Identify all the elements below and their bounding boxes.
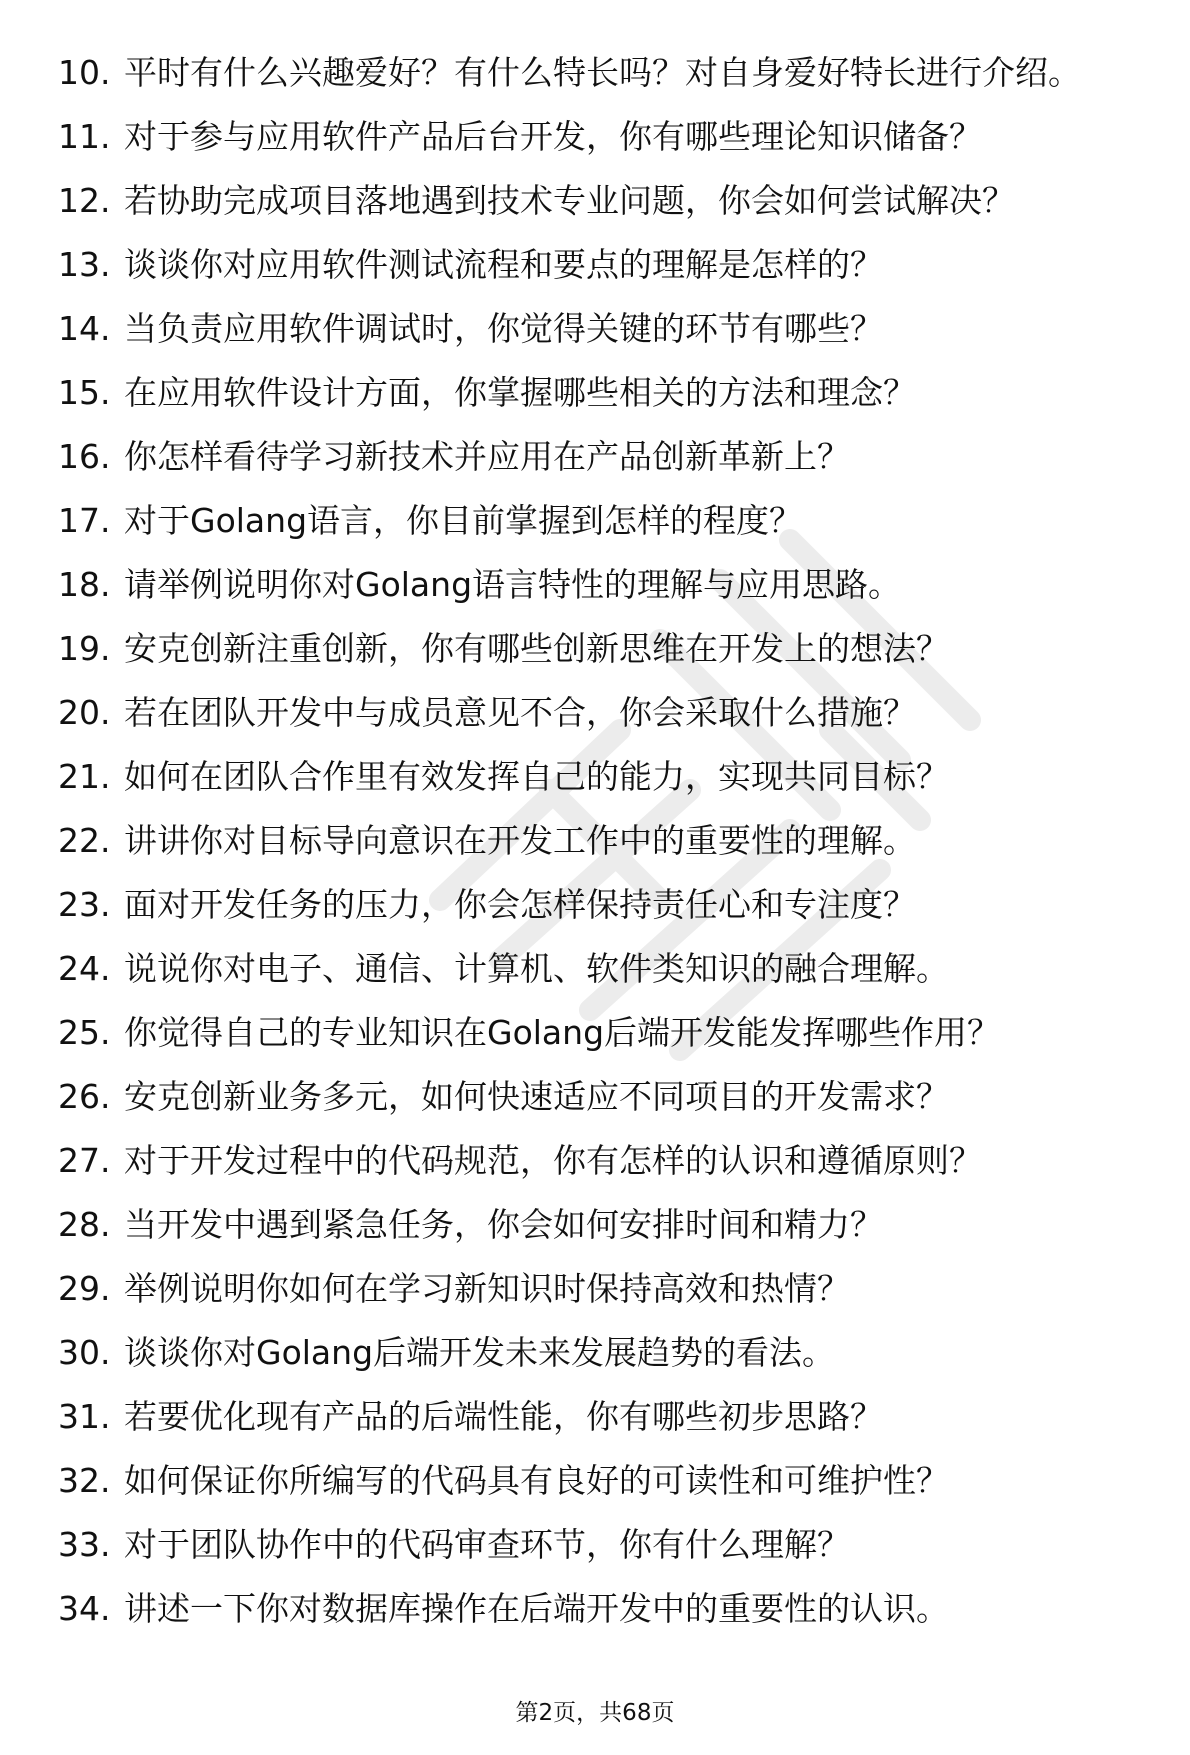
- question-number: 13.: [58, 245, 111, 284]
- question-text: 面对开发任务的压力，你会怎样保持责任心和专注度？: [124, 885, 916, 924]
- question-number: 33.: [58, 1525, 111, 1564]
- question-text: 讲述一下你对数据库操作在后端开发中的重要性的认识。: [124, 1589, 949, 1628]
- question-number: 15.: [58, 373, 111, 412]
- question-item: [0, 820, 1190, 862]
- question-number: 23.: [58, 885, 111, 924]
- question-list: [0, 52, 1190, 1652]
- question-item: [0, 628, 1190, 670]
- question-number: 27.: [58, 1141, 111, 1180]
- question-number: 24.: [58, 949, 111, 988]
- question-number: 29.: [58, 1269, 111, 1308]
- question-item: [0, 436, 1190, 478]
- question-item: [0, 1268, 1190, 1310]
- question-text: 如何保证你所编写的代码具有良好的可读性和可维护性？: [124, 1461, 949, 1500]
- question-number: 18.: [58, 565, 111, 604]
- question-text: 对于参与应用软件产品后台开发，你有哪些理论知识储备？: [124, 117, 982, 156]
- question-number: 10.: [58, 53, 111, 92]
- question-number: 17.: [58, 501, 111, 540]
- question-text: 说说你对电子、通信、计算机、软件类知识的融合理解。: [124, 949, 949, 988]
- question-text: 谈谈你对Golang后端开发未来发展趋势的看法。: [124, 1333, 836, 1372]
- question-number: 14.: [58, 309, 111, 348]
- question-text: 你怎样看待学习新技术并应用在产品创新革新上？: [124, 437, 850, 476]
- question-item: [0, 1396, 1190, 1438]
- question-item: [0, 372, 1190, 414]
- question-item: [0, 1332, 1190, 1374]
- question-number: 28.: [58, 1205, 111, 1244]
- question-number: 12.: [58, 181, 111, 220]
- question-number: 22.: [58, 821, 111, 860]
- question-text: 讲讲你对目标导向意识在开发工作中的重要性的理解。: [124, 821, 916, 860]
- question-number: 31.: [58, 1397, 111, 1436]
- question-item: [0, 884, 1190, 926]
- question-text: 若协助完成项目落地遇到技术专业问题，你会如何尝试解决？: [124, 181, 1015, 220]
- page-number: 第2页，共68页: [515, 1700, 675, 1726]
- question-number: 25.: [58, 1013, 111, 1052]
- question-text: 对于团队协作中的代码审查环节，你有什么理解？: [124, 1525, 850, 1564]
- question-number: 11.: [58, 117, 111, 156]
- question-item: [0, 1460, 1190, 1502]
- question-item: [0, 692, 1190, 734]
- question-text: 举例说明你如何在学习新知识时保持高效和热情？: [124, 1269, 850, 1308]
- question-number: 32.: [58, 1461, 111, 1500]
- question-text: 当负责应用软件调试时，你觉得关键的环节有哪些？: [124, 309, 883, 348]
- question-item: [0, 1140, 1190, 1182]
- question-item: [0, 948, 1190, 990]
- question-number: 20.: [58, 693, 111, 732]
- question-item: [0, 308, 1190, 350]
- question-text: 请举例说明你对Golang语言特性的理解与应用思路。: [124, 565, 902, 604]
- question-text: 如何在团队合作里有效发挥自己的能力，实现共同目标？: [124, 757, 949, 796]
- question-item: [0, 1204, 1190, 1246]
- question-number: 30.: [58, 1333, 111, 1372]
- question-item: [0, 116, 1190, 158]
- question-text: 谈谈你对应用软件测试流程和要点的理解是怎样的？: [124, 245, 883, 284]
- question-item: [0, 756, 1190, 798]
- question-text: 对于开发过程中的代码规范，你有怎样的认识和遵循原则？: [124, 1141, 982, 1180]
- question-item: [0, 564, 1190, 606]
- question-text: 平时有什么兴趣爱好？有什么特长吗？对自身爱好特长进行介绍。: [124, 53, 1081, 92]
- question-item: [0, 1012, 1190, 1054]
- question-text: 你觉得自己的专业知识在Golang后端开发能发挥哪些作用？: [124, 1013, 1001, 1052]
- question-text: 若要优化现有产品的后端性能，你有哪些初步思路？: [124, 1397, 883, 1436]
- question-text: 对于Golang语言，你目前掌握到怎样的程度？: [124, 501, 803, 540]
- question-number: 26.: [58, 1077, 111, 1116]
- question-item: [0, 52, 1190, 94]
- question-item: [0, 1524, 1190, 1566]
- question-number: 19.: [58, 629, 111, 668]
- question-number: 34.: [58, 1589, 111, 1628]
- question-item: [0, 1076, 1190, 1118]
- question-text: 若在团队开发中与成员意见不合，你会采取什么措施？: [124, 693, 916, 732]
- question-item: [0, 500, 1190, 542]
- question-item: [0, 1588, 1190, 1630]
- question-text: 在应用软件设计方面，你掌握哪些相关的方法和理念？: [124, 373, 916, 412]
- question-text: 当开发中遇到紧急任务，你会如何安排时间和精力？: [124, 1205, 883, 1244]
- question-item: [0, 244, 1190, 286]
- question-text: 安克创新业务多元，如何快速适应不同项目的开发需求？: [124, 1077, 949, 1116]
- question-number: 16.: [58, 437, 111, 476]
- question-number: 21.: [58, 757, 111, 796]
- question-item: [0, 180, 1190, 222]
- question-text: 安克创新注重创新，你有哪些创新思维在开发上的想法？: [124, 629, 949, 668]
